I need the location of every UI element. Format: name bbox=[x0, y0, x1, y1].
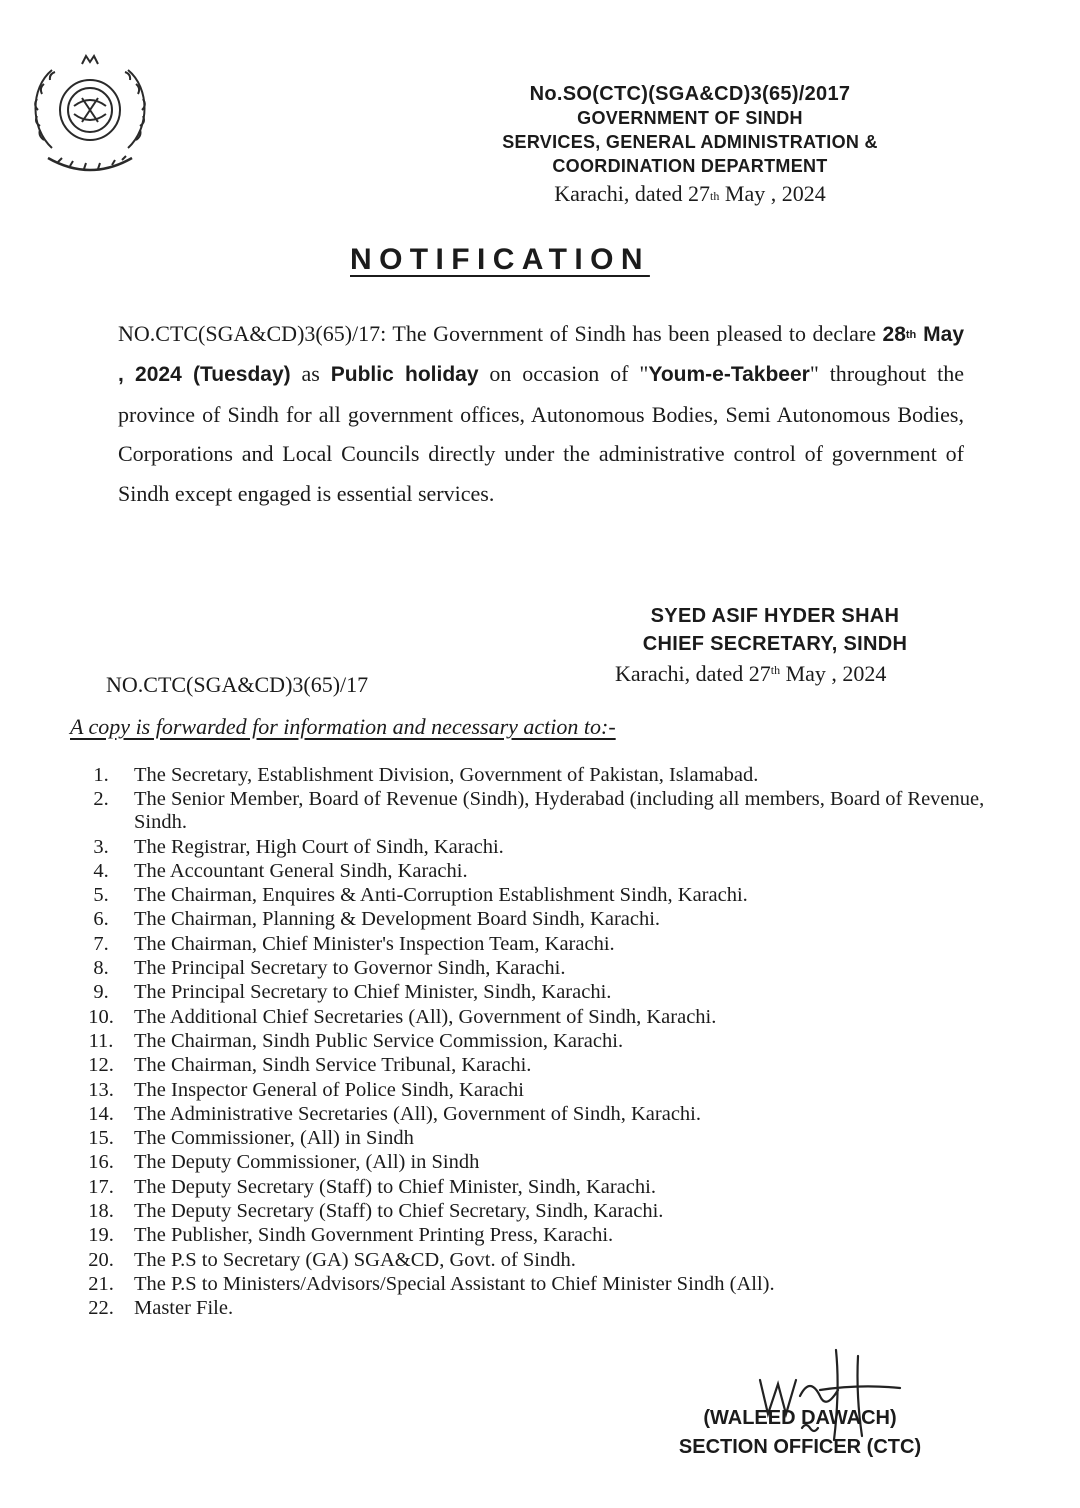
list-item-text: The Deputy Secretary (Staff) to Chief Secretary, Sindh, Karachi. bbox=[134, 1200, 664, 1223]
list-item-text: The P.S to Ministers/Advisors/Special Assistant to Chief Minister Sindh (All). bbox=[134, 1272, 775, 1295]
occasion-name: Youm-e-Takbeer bbox=[648, 363, 810, 387]
list-item bbox=[68, 1273, 998, 1296]
list-item bbox=[68, 1249, 998, 1272]
copy-date: Karachi, dated 27th May , 2024 bbox=[615, 661, 887, 686]
list-item-text: The Principal Secretary to Governor Sindh, Karachi. bbox=[134, 957, 566, 980]
list-item-number: 16. bbox=[88, 1151, 114, 1174]
signatory-name: SYED ASIF HYDER SHAH bbox=[650, 605, 900, 627]
list-item-text: The Administrative Secretaries (All), Government of Sindh, Karachi. bbox=[134, 1102, 702, 1125]
list-item bbox=[68, 908, 998, 931]
department-line-2: COORDINATION DEPARTMENT bbox=[552, 156, 828, 176]
holiday-type: Public holiday bbox=[330, 363, 479, 387]
list-item-text: The Principal Secretary to Chief Minister, Sindh, Karachi. bbox=[134, 981, 612, 1004]
list-item bbox=[68, 957, 998, 980]
list-item-text: Master File. bbox=[134, 1297, 234, 1320]
list-item-number: 4. bbox=[93, 859, 109, 882]
list-item bbox=[68, 836, 998, 859]
recipient-list bbox=[68, 764, 998, 1322]
reference-number: No.SO(CTC)(SGA&CD)3(65)/2017 bbox=[529, 83, 851, 105]
list-item-text: The Chairman, Sindh Public Service Commission, Karachi. bbox=[134, 1029, 624, 1052]
list-item bbox=[68, 1200, 998, 1223]
section-officer-signatory bbox=[650, 1404, 950, 1462]
list-item-number: 20. bbox=[88, 1248, 114, 1271]
list-item-text: The Chairman, Planning & Development Board Sindh, Karachi. bbox=[134, 908, 661, 931]
list-item-number: 7. bbox=[93, 932, 109, 955]
list-item-number: 19. bbox=[88, 1224, 114, 1247]
list-item-text: The Chairman, Chief Minister's Inspection Team, Karachi. bbox=[134, 932, 615, 955]
sindh-government-seal-icon bbox=[22, 48, 158, 180]
list-item bbox=[68, 1054, 998, 1077]
list-item bbox=[68, 884, 998, 907]
list-item-number: 15. bbox=[88, 1127, 114, 1150]
list-item-number: 22. bbox=[88, 1297, 114, 1320]
list-item-text: The Commissioner, (All) in Sindh bbox=[134, 1127, 414, 1150]
list-item-text: The Inspector General of Police Sindh, Karachi bbox=[134, 1078, 524, 1101]
list-item bbox=[68, 1176, 998, 1199]
list-item-text: The Chairman, Enquires & Anti-Corruption Establishment Sindh, Karachi. bbox=[134, 884, 748, 907]
holiday-date: 28th May , 2024 (Tuesday) bbox=[118, 323, 965, 387]
government-name: GOVERNMENT OF SINDH bbox=[577, 108, 803, 128]
chief-secretary-signatory bbox=[600, 602, 950, 658]
list-item-number: 18. bbox=[88, 1200, 114, 1223]
list-item-number: 5. bbox=[93, 884, 109, 907]
list-item-text: The Additional Chief Secretaries (All), Government of Sindh, Karachi. bbox=[134, 1005, 717, 1028]
signatory-designation: CHIEF SECRETARY, SINDH bbox=[642, 633, 908, 655]
list-item-text: The P.S to Secretary (GA) SGA&CD, Govt. of Sindh. bbox=[134, 1248, 576, 1271]
list-item-number: 1. bbox=[93, 764, 109, 786]
list-item-text: The Senior Member, Board of Revenue (Sindh), Hyderabad (including all members, Board of Revenue, Sindh. bbox=[134, 788, 985, 834]
notification-body: NO.CTC(SGA&CD)3(65)/17: The Government of Sindh has been pleased to declare 28th May , 2024 (Tuesday) as Public holiday on occasion of "Youm-e-Takbeer" throughout the province of Sindh for all government offices, Autonomous Bodies, Semi Autonomous Bodies, Corporations and Local Councils directly under the administrative control of government of Sindh except engaged is essential services. bbox=[118, 321, 965, 506]
list-item bbox=[68, 1030, 998, 1053]
list-item-text: The Chairman, Sindh Service Tribunal, Karachi. bbox=[134, 1054, 532, 1077]
issue-date: Karachi, dated 27th May , 2024 bbox=[554, 181, 826, 206]
list-item-number: 10. bbox=[88, 1005, 114, 1028]
list-item bbox=[68, 1127, 998, 1150]
list-item bbox=[68, 1224, 998, 1247]
list-item bbox=[68, 788, 998, 834]
list-item bbox=[68, 933, 998, 956]
copy-reference-number: NO.CTC(SGA&CD)3(65)/17 bbox=[106, 672, 369, 697]
list-item bbox=[68, 1103, 998, 1126]
list-item-number: 13. bbox=[88, 1078, 114, 1101]
document-title: NOTIFICATION bbox=[350, 243, 650, 276]
letterhead bbox=[440, 82, 940, 207]
forward-line: A copy is forwarded for information and necessary action to:- bbox=[70, 714, 616, 739]
officer-designation: SECTION OFFICER (CTC) bbox=[678, 1436, 922, 1458]
list-item-text: The Secretary, Establishment Division, Government of Pakistan, Islamabad. bbox=[134, 764, 759, 786]
list-item bbox=[68, 860, 998, 883]
list-item-number: 9. bbox=[93, 981, 109, 1004]
list-item-number: 11. bbox=[88, 1029, 114, 1052]
list-item-number: 6. bbox=[93, 908, 109, 931]
list-item bbox=[68, 1297, 998, 1320]
list-item bbox=[68, 1006, 998, 1029]
list-item-text: The Deputy Secretary (Staff) to Chief Minister, Sindh, Karachi. bbox=[134, 1175, 656, 1198]
list-item bbox=[68, 981, 998, 1004]
list-item-text: The Deputy Commissioner, (All) in Sindh bbox=[134, 1151, 480, 1174]
list-item-number: 2. bbox=[93, 788, 109, 811]
department-line-1: SERVICES, GENERAL ADMINISTRATION & bbox=[502, 132, 878, 152]
list-item-number: 17. bbox=[88, 1175, 114, 1198]
list-item-text: The Registrar, High Court of Sindh, Karachi. bbox=[134, 835, 504, 858]
list-item-text: The Publisher, Sindh Government Printing Press, Karachi. bbox=[134, 1224, 614, 1247]
list-item bbox=[68, 1079, 998, 1102]
list-item bbox=[68, 1151, 998, 1174]
list-item-number: 3. bbox=[93, 835, 109, 858]
list-item-number: 14. bbox=[88, 1102, 114, 1125]
list-item-text: The Accountant General Sindh, Karachi. bbox=[134, 859, 468, 882]
list-item bbox=[68, 764, 998, 787]
list-item-number: 12. bbox=[88, 1054, 114, 1077]
list-item-number: 21. bbox=[88, 1272, 114, 1295]
officer-name: (WALEED DAWACH) bbox=[703, 1407, 897, 1429]
list-item-number: 8. bbox=[93, 957, 109, 980]
